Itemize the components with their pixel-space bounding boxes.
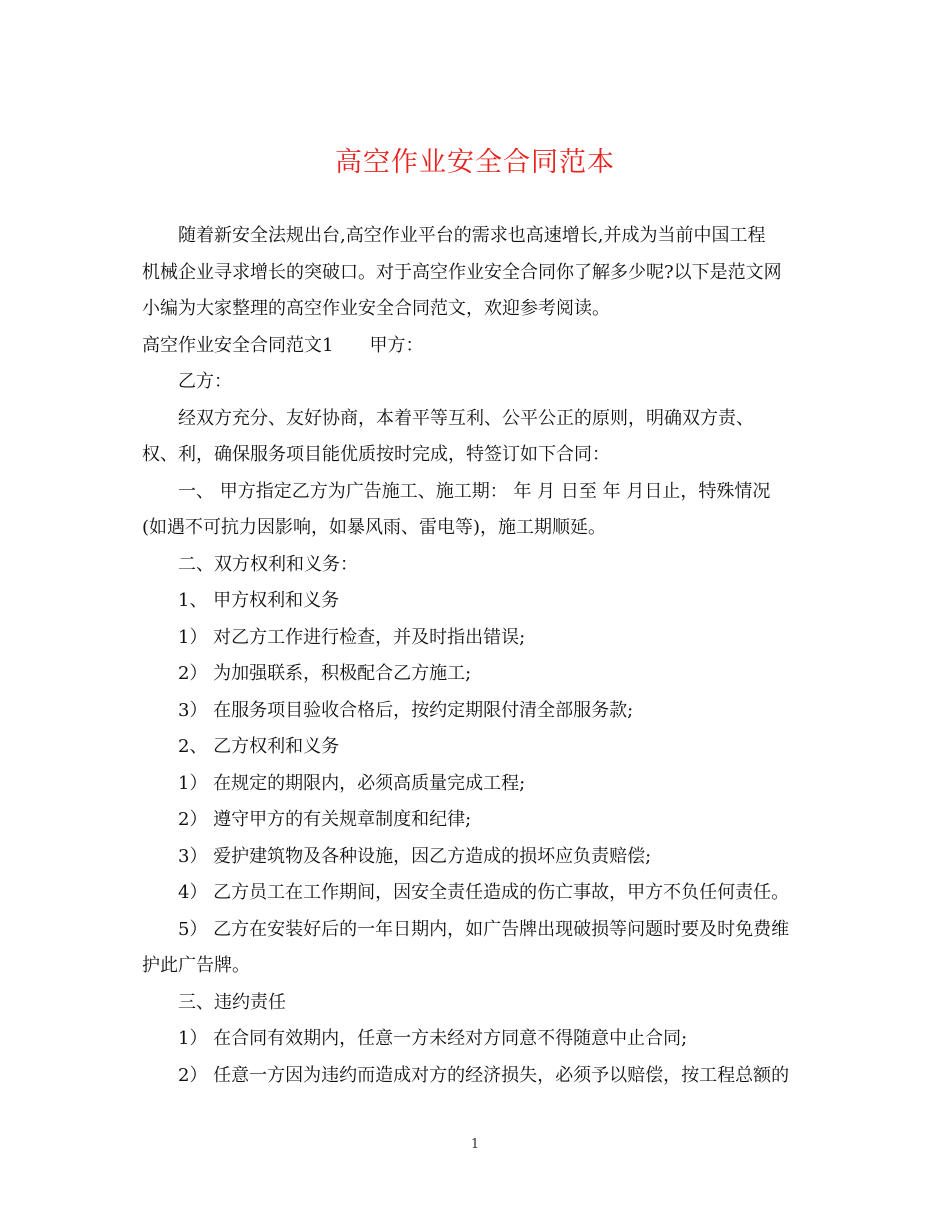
list-item: 3） 爱护建筑物及各种设施，因乙方造成的损坏应负责赔偿; xyxy=(178,845,652,867)
document-title: 高空作业安全合同范本 xyxy=(335,147,615,178)
list-item: 2） 为加强联系，积极配合乙方施工; xyxy=(178,663,472,684)
list-item: 1） 对乙方工作进行检查，并及时指出错误; xyxy=(178,626,526,648)
list-item-continuation: 护此广告牌。 xyxy=(142,955,250,976)
clause-2-heading: 二、双方权利和义务： xyxy=(178,553,358,575)
party-a-label: 甲方： xyxy=(369,334,424,356)
list-item: 3） 在服务项目验收合格后，按约定期限付清全部服务款; xyxy=(178,699,634,721)
preamble-line: 权、利，确保服务项目能优质按时完成，特签订如下合同： xyxy=(142,444,610,465)
preamble-line: 经双方充分、友好协商，本着平等互利、公平公正的原则，明确双方责、 xyxy=(178,407,754,429)
clause-1-line: (如遇不可抗力因影响，如暴风雨、雷电等)，施工期顺延。 xyxy=(142,517,607,538)
party-a-rights-heading: 1、 甲方权利和义务 xyxy=(178,590,340,611)
list-item: 1） 在规定的期限内，必须高质量完成工程; xyxy=(178,772,526,794)
intro-line: 机械企业寻求增长的突破口。对于高空作业安全合同你了解多少呢?以下是范文网 xyxy=(142,261,782,283)
clause-3-heading: 三、违约责任 xyxy=(178,991,286,1013)
list-item: 2） 遵守甲方的有关规章制度和纪律; xyxy=(178,809,472,830)
list-item: 5） 乙方在安装好后的一年日期内，如广告牌出现破损等问题时要及时免费维 xyxy=(178,918,790,940)
intro-line: 随着新安全法规出台,高空作业平台的需求也高速增长,并成为当前中国工程 xyxy=(178,225,766,246)
sample-heading: 高空作业安全合同范文1 xyxy=(142,334,334,356)
list-item: 4） 乙方员工在工作期间，因安全责任造成的伤亡事故，甲方不负任何责任。 xyxy=(178,882,790,903)
list-item: 2） 任意一方因为违约而造成对方的经济损失，必须予以赔偿，按工程总额的 xyxy=(178,1064,790,1086)
page-number: 1 xyxy=(470,1137,480,1152)
intro-line: 小编为大家整理的高空作业安全合同范文，欢迎参考阅读。 xyxy=(142,298,610,319)
sample-heading-line xyxy=(142,328,810,365)
party-b-rights-heading: 2、 乙方权利和义务 xyxy=(178,736,340,757)
list-item: 1） 在合同有效期内，任意一方未经对方同意不得随意中止合同; xyxy=(178,1028,688,1049)
document-body xyxy=(142,218,810,1094)
party-b-label: 乙方： xyxy=(178,371,232,392)
clause-1-line: 一、 甲方指定乙方为广告施工、施工期： 年 月 日至 年 月日止，特殊情况 xyxy=(178,480,771,502)
